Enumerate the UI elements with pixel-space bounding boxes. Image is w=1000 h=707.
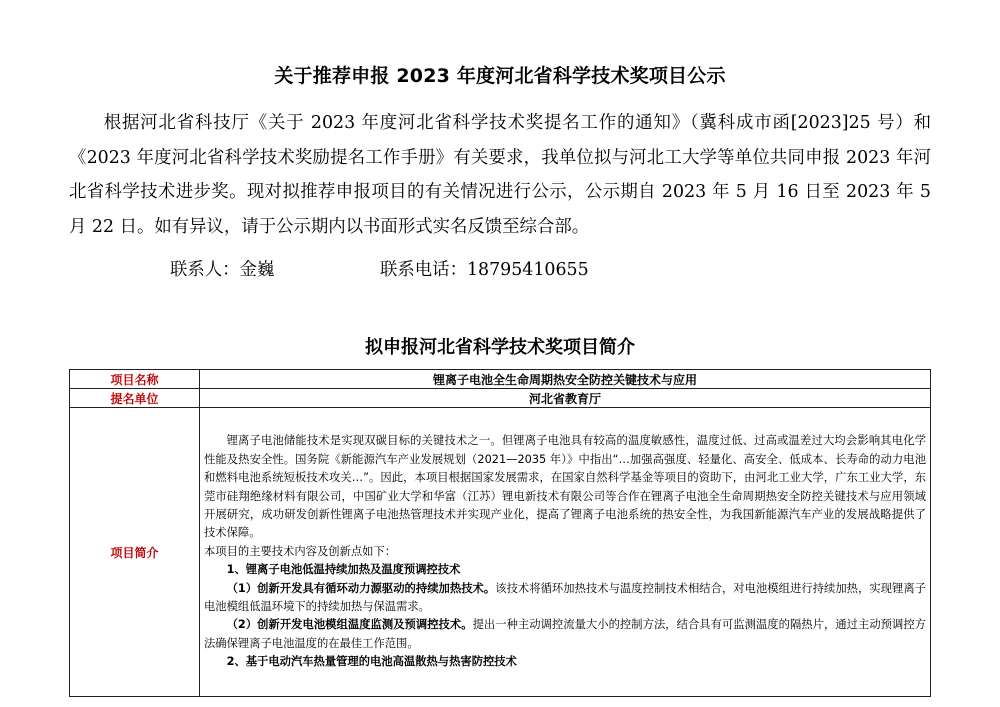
summary-item-1-lead: （1）创新开发具有循环动力源驱动的持续加热技术。 — [226, 581, 496, 595]
project-name-label: 项目名称 — [70, 370, 200, 389]
summary-intro: 锂离子电池储能技术是实现双碳目标的关键技术之一。但锂离子电池具有较高的温度敏感性，温度过低、过高或温差过大均会影响其电化学性能及热安全性。国务院《新能源汽车产业发展规划（2021—2035 年）》中指出“…加强高强度、轻量化、高安全、低成本、长寿命的动力电池和燃料电池系统短板技术攻关…”。因此，本项目根据国家发展需求，在国家自然科学基金等项目的资助下，由河北工业大学，广东工业大学，东莞市硅翔绝缘材料有限公司，中国矿业大学和华富（江苏）锂电新技术有限公司等合作在锂离子电池全生命周期热安全防控关键技术与应用领域开展研究，成功研发创新性锂离子电池热管理技术并实现产业化，提高了锂离子电池系统的热安全性，为我国新能源汽车产业的发展战略提供了技术保障。 — [204, 434, 926, 540]
summary-label: 项目简介 — [70, 408, 200, 697]
section-title: 拟申报河北省科学技术奖项目简介 — [365, 337, 635, 358]
project-info-table — [69, 369, 931, 697]
summary-item-2-lead: （2）创新开发电池模组温度监测及预调控技术。 — [226, 618, 473, 632]
page-title: 关于推荐申报 2023 年度河北省科学技术奖项目公示 — [274, 65, 726, 87]
nominating-unit-label: 提名单位 — [70, 389, 200, 408]
summary-item-2-text: 提出一种主动调控流量大小的控制方法，结合具有可监测温度的隔热片，通过主动预调控方法确保锂离子电池温度的在最佳工作范围。 — [204, 618, 926, 650]
summary-item-1-text: 该技术将循环加热技术与温度控制技术相结合，对电池模组进行持续加热，实现锂离子电池模组低温环境下的持续加热与保温需求。 — [204, 581, 926, 614]
contact-phone: 联系电话：18795410655 — [380, 260, 589, 280]
contact-person: 联系人：金巍 — [170, 260, 275, 280]
table-row-project-name — [70, 370, 931, 389]
summary-item-2 — [204, 616, 926, 653]
summary-heading-2: 2、基于电动汽车热量管理的电池高温散热与热害防控技术 — [226, 655, 517, 669]
summary-item-1 — [204, 580, 926, 617]
nominating-unit-value: 河北省教育厅 — [200, 389, 931, 408]
table-row-nominating-unit — [70, 389, 931, 408]
summary-contents-lead: 本项目的主要技术内容及创新点如下： — [204, 544, 397, 558]
summary-heading-1: 1、锂离子电池低温持续加热及温度预调控技术 — [226, 563, 461, 577]
announcement-paragraph: 根据河北省科技厅《关于 2023 年度河北省科学技术奖提名工作的通知》（冀科成市函[2023]25 号）和《2023 年度河北省科学技术奖励提名工作手册》有关要求，我单位拟与河北工大学等单位共同申报 2023 年河北省科学技术进步奖。现对拟推荐申报项目的有关情况进行公示，公示期自 2023 年 5 月 16 日至 2023 年 5 月 22 日。如有异议，请于公示期内以书面形式实名反馈至综合部。 — [69, 113, 931, 237]
project-name-value: 锂离子电池全生命周期热安全防控关键技术与应用 — [200, 370, 931, 389]
summary-content — [200, 408, 931, 697]
table-row-summary — [70, 408, 931, 697]
